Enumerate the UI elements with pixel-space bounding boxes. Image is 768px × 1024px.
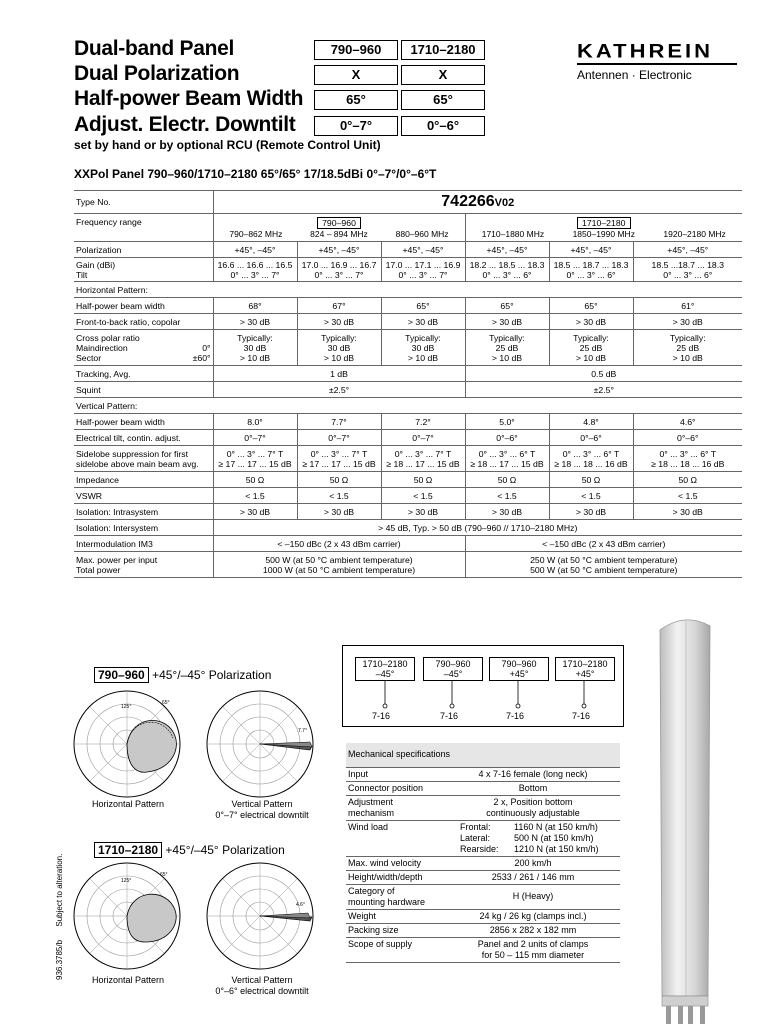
brand-tagline: Antennen · Electronic [577,68,692,82]
connector-label-3: 7-16 [506,711,525,721]
mech-supply: Scope of supply Panel and 2 units of clamps for 50 – 115 mm diameter [346,937,620,962]
mech-packing: Packing size 2856 x 282 x 182 mm [346,923,620,937]
side-note: 936.3785/b Subject to alteration. [55,853,64,980]
v-mark: 7.7° [298,728,307,734]
mech-adjustment: Adjustment mechanism 2 x, Position bottom continuously adjustable [346,795,620,820]
row-vswr: VSWR < 1.5 < 1.5 < 1.5 < 1.5 < 1.5 < 1.5 [74,488,742,504]
connector-box-3: 790–960 +45° [489,657,549,681]
spec-table [74,190,742,578]
v-mark-high: 4.6° [296,902,305,908]
h-mark-2-high: 65° [160,872,168,878]
row-vhpbw: Half-power beam width 8.0° 7.7° 7.2° 5.0° 4.8° 4.6° [74,414,742,430]
mech-dimensions: Height/width/depth 2533 / 261 / 146 mm [346,870,620,884]
product-subtitle: XXPol Panel 790–960/1710–2180 65°/65° 17/18.5dBi 0°–7°/0°–6°T [74,167,437,181]
kathrein-logo: KATHREIN [577,39,714,62]
mech-connector-position: Connector position Bottom [346,781,620,795]
brand [577,40,737,82]
row-front-to-back: Front-to-back ratio, copolar > 30 dB > 30 dB > 30 dB > 30 dB > 30 dB > 30 dB [74,314,742,330]
h-mark-2: 65° [162,700,170,706]
row-vertical-pattern: Vertical Pattern: [74,398,742,414]
row-type-no: Type No. 742266V02 [74,191,742,214]
pol-box-high: X [401,65,485,85]
connector-label-4: 7-16 [572,711,591,721]
mech-category: Category of mounting hardware H (Heavy) [346,884,620,909]
h-mark-1: 125° [121,704,132,710]
v-caption-high: Vertical Pattern 0°–6° electrical downtilt [215,975,309,996]
pattern-title-low: 790–960 +45°/–45° Polarization [94,668,271,682]
row-hpbw: Half-power beam width 68° 67° 65° 65° 65° 61° [74,298,742,314]
mech-title-row: Mechanical specifications [346,743,620,767]
connector-label-1: 7-16 [372,711,391,721]
row-squint: Squint ±2.5° ±2.5° [74,382,742,398]
tilt-box-high: 0°–6° [401,116,485,136]
mech-wind-velocity: Max. wind velocity 200 km/h [346,856,620,870]
tilt-box-low: 0°–7° [314,116,398,136]
band-box-low: 790–960 [314,40,398,60]
row-sidelobe: Sidelobe suppression for first sidelobe above main beam avg. 0° ... 3° ... 7° T ≥ 17 ... 17 ... 15 dB 0° ... 3° ... 7° T ≥ 17 ... 17 ... 15 dB 0° ... 3° ... 7° T ≥ 18 ... 17 ... 15 dB 0° ... 3° ... 6° T ≥ 18 ... 17 ... 15 dB 0° ... 3° ... 6° T ≥ 18 ... 18 ... 16 dB 0° ... 3° ... 6° T ≥ 18 ... 18 ... 16 dB [74,446,742,472]
connector-label-2: 7-16 [440,711,459,721]
hpbw-box-high: 65° [401,90,485,110]
row-iso-intra: Isolation: Intrasystem > 30 dB > 30 dB > 30 dB > 30 dB > 30 dB > 30 dB [74,504,742,520]
row-horizontal-pattern: Horizontal Pattern: [74,282,742,298]
row-cross-polar: Cross polar ratio Maindirection 0° Sector ±60° Typically: 30 dB > 10 dB Typically: 30 dB > 10 dB Typically: 30 dB > 10 dB Typically: 25 dB > 10 dB Typically: 25 dB > 10 dB Typically: 25 dB > 10 dB [74,330,742,366]
band-box-high: 1710–2180 [401,40,485,60]
row-power: Max. power per input Total power 500 W (at 50 °C ambient temperature) 1000 W (at 50 °C ambient temperature) 250 W (at 50 °C ambient temperature) 500 W (at 50 °C ambient temperature) [74,552,742,578]
connector-box-2: 790–960 –45° [423,657,483,681]
mech-weight: Weight 24 kg / 26 kg (clamps incl.) [346,909,620,923]
row-electrical-tilt: Electrical tilt, contin. adjust. 0°–7° 0°–7° 0°–7° 0°–6° 0°–6° 0°–6° [74,430,742,446]
connector-box-1: 1710–2180 –45° [355,657,415,681]
mechanical-specs-table [346,743,620,963]
row-iso-inter: Isolation: Intersystem > 45 dB, Typ. > 50 dB (790–960 // 1710–2180 MHz) [74,520,742,536]
mech-wind-load: Wind load Frontal: 1160 N (at 150 km/h) Lateral: 500 N (at 150 km/h) Rearside: 1210 N (at 150 km/h) [346,820,620,856]
title-line-1: Dual-band Panel [74,37,235,60]
row-gain: Gain (dBi) Tilt 16.6 ... 16.6 ... 16.5 0° ... 3° ... 7° 17.0 ... 16.9 ... 16.7 0° ... 3° ... 7° 17.0 ... 17.1 ... 16.9 0° ... 3° ... 7° 18.2 ... 18.5 ... 18.3 0° ... 3° ... 6° 18.5 ... 18.7 ... 18.3 0° ... 3° ... 6° 18.5 ...18.7 ... 18.3 0° ... 3° ... 6° [74,258,742,282]
row-polarization: Polarization +45°, –45° +45°, –45° +45°, –45° +45°, –45° +45°, –45° +45°, –45° [74,242,742,258]
row-impedance: Impedance 50 Ω 50 Ω 50 Ω 50 Ω 50 Ω 50 Ω [74,472,742,488]
title-line-2: Dual Polarization [74,62,240,85]
antenna-illustration [650,610,720,1024]
band-label-low: 790–960 [317,217,361,229]
row-frequency: Frequency range 790–960 790–862 MHz 824 – 894 MHz 880–960 MHz 1710–2180 1710–1880 MHz 1850–1990 MHz 1920–2180 MHz [74,214,742,242]
horizontal-pattern-low [74,691,180,797]
type-number: 742266V02 [213,191,742,214]
title-line-3: Half-power Beam Width [74,87,304,110]
h-caption-low: Horizontal Pattern [91,799,165,809]
horizontal-pattern-high [74,863,180,969]
h-caption-high: Horizontal Pattern [91,975,165,985]
h-mark-1-high: 125° [121,878,132,884]
mech-input: Input 4 x 7-16 female (long neck) [346,767,620,781]
pattern-diagrams-low [70,690,325,800]
connector-box-4: 1710–2180 +45° [555,657,615,681]
vertical-pattern-low [207,691,313,797]
row-tracking: Tracking, Avg. 1 dB 0.5 dB [74,366,742,382]
band-label-high: 1710–2180 [577,217,630,229]
hpbw-box-low: 65° [314,90,398,110]
pattern-diagrams-high [70,862,325,974]
pol-box-low: X [314,65,398,85]
v-caption-low: Vertical Pattern 0°–7° electrical downtilt [215,799,309,820]
title-line-4: Adjust. Electr. Downtilt [74,113,296,136]
row-im3: Intermodulation IM3 < –150 dBc (2 x 43 dBm carrier) < –150 dBc (2 x 43 dBm carrier) [74,536,742,552]
pattern-title-high: 1710–2180 +45°/–45° Polarization [94,843,285,857]
vertical-pattern-high [207,863,313,969]
rcu-note: set by hand or by optional RCU (Remote Control Unit) [74,138,381,152]
